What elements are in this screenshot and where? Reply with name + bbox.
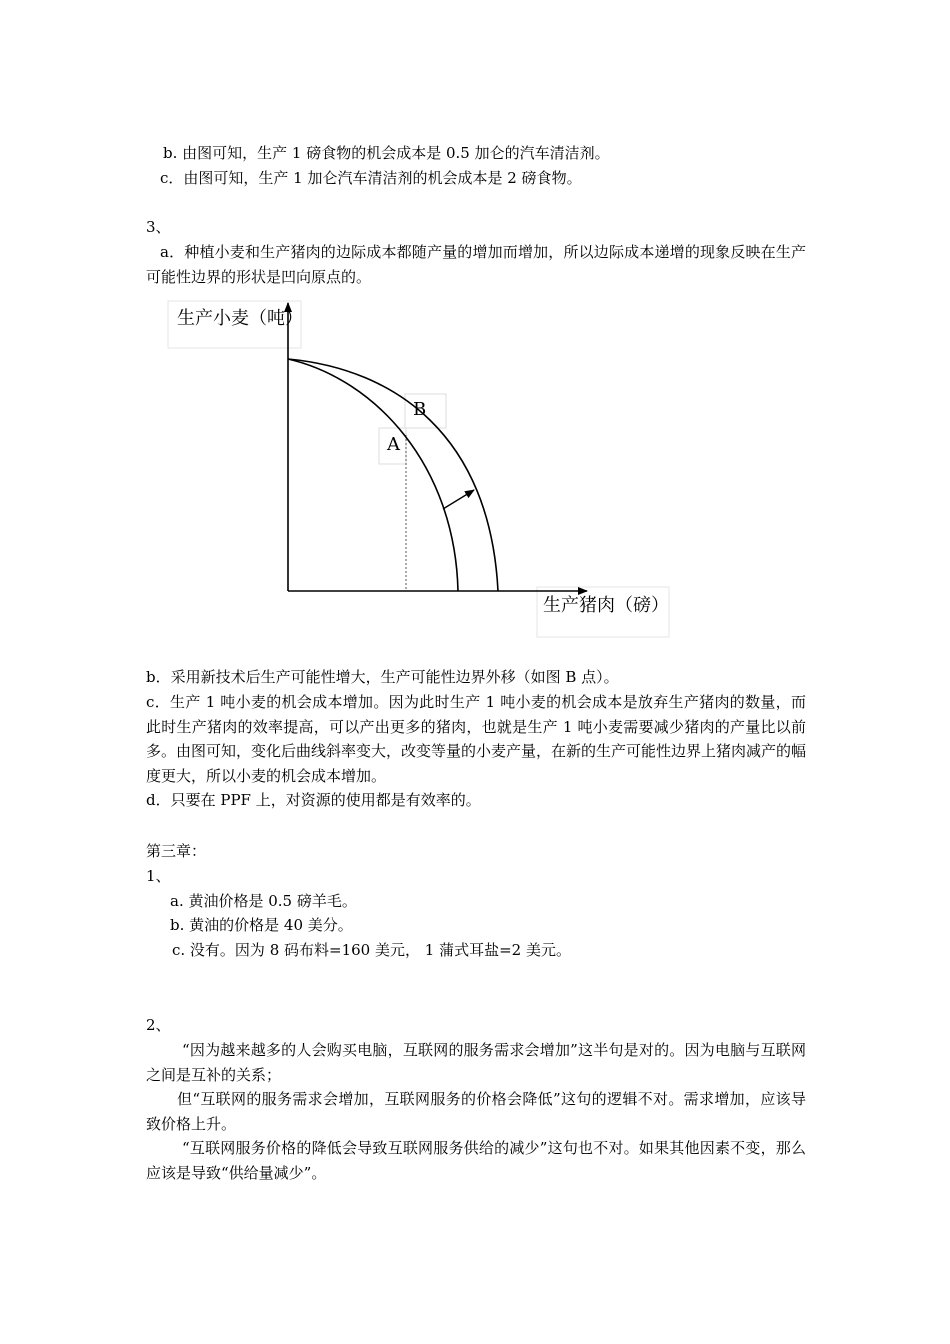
ppf-curve-new [288,359,498,591]
question-2-paragraph-3: “互联网服务价格的降低会导致互联网服务供给的减少”这句也不对。如果其他因素不变，那么应该是导致“供给量减少”。 [146,1139,806,1182]
shift-arrow [443,490,474,509]
question-2-paragraph-1: “因为越来越多的人会购买电脑，互联网的服务需求会增加”这半句是对的。因为电脑与互联网之间是互补的关系； [146,1041,806,1084]
chapter3-answer-b: b. 黄油的价格是 40 美分。 [170,916,353,934]
answer-3b: b．采用新技术后生产可能性增大，生产可能性边界外移（如图 B 点）。 [146,668,619,686]
chapter-heading: 第三章： [146,842,207,860]
question-1-number: 1、 [146,867,171,885]
question-2-number: 2、 [146,1016,171,1034]
answer-3c: c．生产 1 吨小麦的机会成本增加。因为此时生产 1 吨小麦的机会成本是放弃生产猪肉的数量，而此时生产猪肉的效率提高，可以产出更多的猪肉，也就是生产 1 吨小麦需要减少猪肉的产量比以前多。由图可知，变化后曲线斜率变大，改变等量的小麦产量，在新的生产可能性边界上猪肉减产的幅度更大，所以小麦的机会成本增加。 [146,693,807,785]
chapter3-answer-c: c. 没有。因为 8 码布料=160 美元， 1 蒲式耳盐=2 美元。 [172,941,571,959]
point-b-label: B [413,399,427,420]
answer-c-cleaner: c．由图可知，生产 1 加仑汽车清洁剂的机会成本是 2 磅食物。 [160,169,582,187]
point-a-label: A [387,434,400,455]
chapter3-answer-a: a. 黄油价格是 0.5 磅羊毛。 [170,892,357,910]
answer-b-food: b. 由图可知，生产 1 磅食物的机会成本是 0.5 加仑的汽车清洁剂。 [163,144,610,162]
question-2-paragraph-2: 但“互联网的服务需求会增加，互联网服务的价格会降低”这句的逻辑不对。需求增加，应该导致价格上升。 [146,1090,806,1133]
answer-3a: a．种植小麦和生产猪肉的边际成本都随产量的增加而增加，所以边际成本递增的现象反映在生产可能性边界的形状是凹向原点的。 [146,243,806,286]
x-axis-label: 生产猪肉（磅） [543,595,669,616]
answer-3d: d．只要在 PPF 上，对资源的使用都是有效率的。 [146,791,481,809]
question-3-number: 3、 [146,218,171,236]
y-axis-label: 生产小麦（吨） [177,308,303,329]
ppf-diagram [165,295,675,645]
